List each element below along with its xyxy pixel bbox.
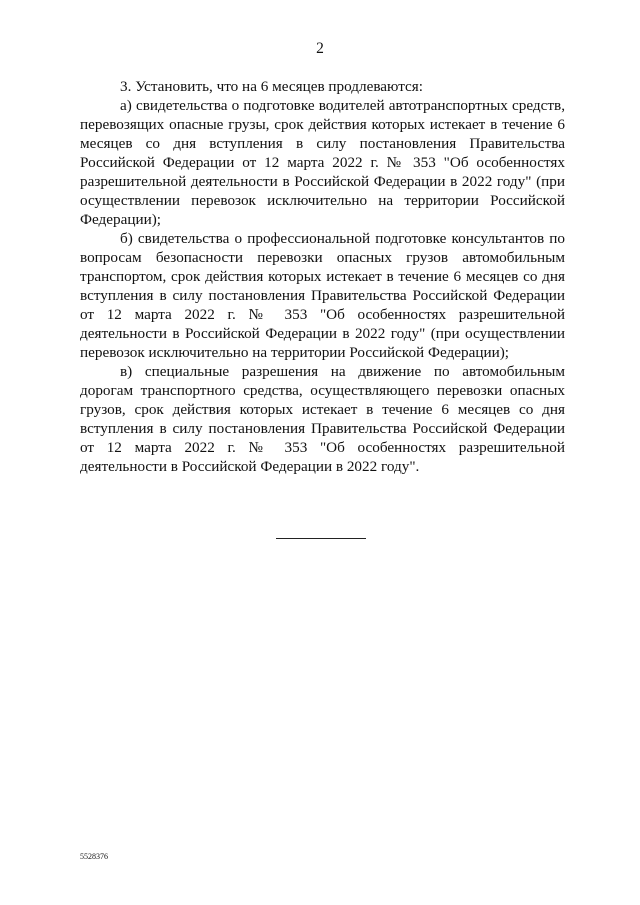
clause-3-intro: 3. Установить, что на 6 месяцев продлеваются: [120,78,423,95]
clause-3-item-c-continuation: от 12 марта 2022 г. № 353 "Об особенностях разрешительной деятельности в Российской Федерации в 2022 году". [80,439,565,475]
document-code: 5528376 [80,852,108,861]
clause-3-item-c: в) специальные разрешения на движение по автомобильным дорогам транспортного средства, осуществляющего перевозки опасных грузов, срок действия которых истекает в течение 6 месяцев со дня вступления в силу постановления Правительства Российской Федерации [80,363,565,437]
page-number: 2 [316,40,324,57]
document-body [80,77,565,476]
end-of-text-divider [276,538,366,539]
clause-3-item-a: а) свидетельства о подготовке водителей автотранспортных средств, перевозящих опасные грузы, срок действия которых истекает в течение 6 месяцев со дня вступления в силу постановления Правительства Российской Федерации от 12 марта 2022 г. № 353 "Об особенностях разрешительной деятельности в Российской Федерации в 2022 году" (при осуществлении перевозок исключительно на территории Российской Федерации); [80,97,565,228]
clause-3-item-b: б) свидетельства о профессиональной подготовке консультантов по вопросам безопасности перевозки опасных грузов автомобильным транспортом, срок действия которых истекает в течение 6 месяцев со дня вступления в силу постановления Правительства Российской Федерации от 12 марта 2022 г. № 353 "Об особенностях разрешительной деятельности в Российской Федерации в 2022 году" (при осуществлении перевозок исключительно на территории Российской Федерации); [80,230,565,361]
